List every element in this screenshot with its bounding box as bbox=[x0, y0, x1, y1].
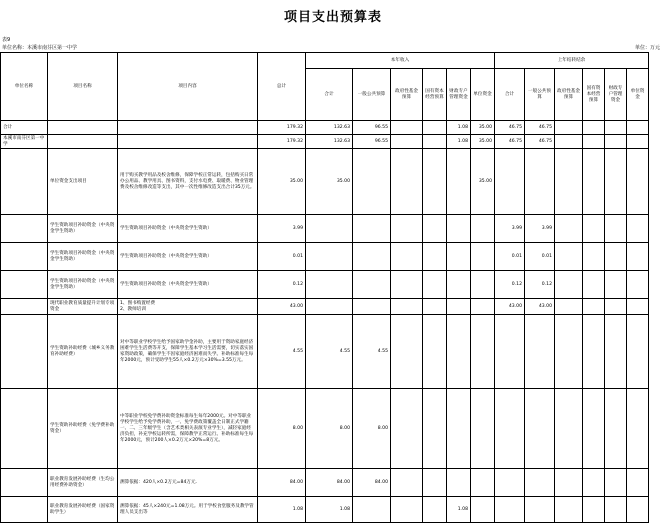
carry-general-cell: 43.00 bbox=[525, 299, 555, 315]
carry-unit-funds-cell bbox=[627, 149, 649, 215]
current-soe-cell bbox=[423, 315, 447, 389]
project-content-cell: 学生资助项目补助资金（中央资金学生资助） bbox=[118, 243, 258, 271]
total-cell: 84.00 bbox=[258, 469, 306, 497]
current-fund-cell bbox=[391, 149, 423, 215]
current-total-cell: 35.00 bbox=[306, 149, 353, 215]
carry-soe-cell bbox=[583, 121, 605, 135]
current-total-cell bbox=[306, 299, 353, 315]
table-row bbox=[1, 215, 649, 243]
header-project-content: 项目内容 bbox=[118, 53, 258, 121]
header-sub-7: 一般公共预算 bbox=[525, 69, 555, 121]
unit-name-cell bbox=[1, 215, 48, 243]
carry-unit-funds-cell bbox=[627, 243, 649, 271]
header-sub-3: 国有资本经营预算 bbox=[423, 69, 447, 121]
current-soe-cell bbox=[423, 299, 447, 315]
current-unit-funds-cell bbox=[471, 389, 495, 469]
carry-total-cell: 0.12 bbox=[495, 271, 525, 299]
carry-total-cell bbox=[495, 149, 525, 215]
header-project-name: 项目名称 bbox=[48, 53, 118, 121]
project-content-cell bbox=[118, 135, 258, 149]
project-content-cell: 学生资助项目补助资金（中央资金学生资助） bbox=[118, 215, 258, 243]
current-fiscal-cell bbox=[447, 469, 471, 497]
header-current-income: 本年收入 bbox=[306, 53, 495, 69]
project-name-cell: 学生资助项目补助资金（中央资金学生资助） bbox=[48, 271, 118, 299]
table-row bbox=[1, 299, 649, 315]
carry-fiscal-cell bbox=[605, 215, 627, 243]
carry-unit-funds-cell bbox=[627, 299, 649, 315]
current-unit-funds-cell: 35.00 bbox=[471, 149, 495, 215]
header-sub-8: 政府性基金预算 bbox=[555, 69, 583, 121]
project-content-cell: 1、图书购置经费 2、教师培训 bbox=[118, 299, 258, 315]
current-fund-cell bbox=[391, 135, 423, 149]
current-fiscal-cell: 1.08 bbox=[447, 121, 471, 135]
current-fund-cell bbox=[391, 497, 423, 523]
table-row bbox=[1, 243, 649, 271]
carry-fund-cell bbox=[555, 389, 583, 469]
carry-soe-cell bbox=[583, 215, 605, 243]
project-content-cell: 中等职业学校免学费补助资金标准每生每年2000元。对中等职业学校学生给予免学费补助，一、免学费政策覆盖全日制正式学籍一、二、三年级学生（含艺术类相关表演专业学生），减轻家庭经济负担，补充学校运转所需，保障教学正常运行。补助标准每生每年2000元，预计200人×0.2万元×20%=8万元。 bbox=[118, 389, 258, 469]
header-sub-10: 财政专户管理资金 bbox=[605, 69, 627, 121]
project-content-cell bbox=[118, 121, 258, 135]
carry-soe-cell bbox=[583, 497, 605, 523]
project-content-cell: 测算依据：45人×240元=1.08万元。用于学校食堂服务及教学管理人员支出等 bbox=[118, 497, 258, 523]
total-cell: 43.00 bbox=[258, 299, 306, 315]
unit-name-cell bbox=[1, 497, 48, 523]
carry-fund-cell bbox=[555, 469, 583, 497]
carry-unit-funds-cell bbox=[627, 315, 649, 389]
current-fiscal-cell: 1.08 bbox=[447, 497, 471, 523]
unit-name-label: 单位名称：本溪市南芬区第一中学 bbox=[2, 45, 78, 51]
unit-name-cell bbox=[1, 271, 48, 299]
carry-fiscal-cell bbox=[605, 121, 627, 135]
table-row bbox=[1, 315, 649, 389]
current-general-cell bbox=[353, 299, 391, 315]
carry-total-cell: 43.00 bbox=[495, 299, 525, 315]
carry-fiscal-cell bbox=[605, 315, 627, 389]
unit-name-cell bbox=[1, 149, 48, 215]
carry-total-cell bbox=[495, 497, 525, 523]
current-soe-cell bbox=[423, 271, 447, 299]
current-general-cell bbox=[353, 215, 391, 243]
header-sub-4: 财政专户管理资金 bbox=[447, 69, 471, 121]
carry-soe-cell bbox=[583, 149, 605, 215]
current-unit-funds-cell bbox=[471, 469, 495, 497]
carry-soe-cell bbox=[583, 243, 605, 271]
current-fiscal-cell bbox=[447, 149, 471, 215]
project-name-cell: 职业教育发展补助经费（生均公用经费补助资金） bbox=[48, 469, 118, 497]
current-soe-cell bbox=[423, 243, 447, 271]
header-sub-9: 国有资本经营预算 bbox=[583, 69, 605, 121]
current-general-cell bbox=[353, 243, 391, 271]
carry-general-cell: 3.99 bbox=[525, 215, 555, 243]
current-fiscal-cell bbox=[447, 389, 471, 469]
current-general-cell: 8.00 bbox=[353, 389, 391, 469]
current-unit-funds-cell: 35.00 bbox=[471, 135, 495, 149]
carry-fiscal-cell bbox=[605, 135, 627, 149]
carry-general-cell bbox=[525, 149, 555, 215]
carry-total-cell bbox=[495, 469, 525, 497]
table-row bbox=[1, 121, 649, 135]
unit-name-cell bbox=[1, 469, 48, 497]
table-row bbox=[1, 497, 649, 523]
carry-general-cell: 46.75 bbox=[525, 135, 555, 149]
carry-fund-cell bbox=[555, 135, 583, 149]
current-unit-funds-cell bbox=[471, 497, 495, 523]
total-cell: 8.00 bbox=[258, 389, 306, 469]
table-row bbox=[1, 271, 649, 299]
current-fiscal-cell bbox=[447, 271, 471, 299]
carry-soe-cell bbox=[583, 315, 605, 389]
current-fiscal-cell bbox=[447, 243, 471, 271]
carry-soe-cell bbox=[583, 299, 605, 315]
total-cell: 0.12 bbox=[258, 271, 306, 299]
carry-fiscal-cell bbox=[605, 299, 627, 315]
unit-name-cell: 合计 bbox=[1, 121, 48, 135]
current-fund-cell bbox=[391, 243, 423, 271]
carry-total-cell bbox=[495, 315, 525, 389]
carry-total-cell: 46.75 bbox=[495, 121, 525, 135]
carry-fiscal-cell bbox=[605, 497, 627, 523]
table-id: 表9 bbox=[2, 37, 11, 43]
table-body bbox=[1, 121, 649, 523]
carry-fund-cell bbox=[555, 243, 583, 271]
carry-total-cell bbox=[495, 389, 525, 469]
project-name-cell: 职业教育发展补助经费（国家资助学生） bbox=[48, 497, 118, 523]
carry-fiscal-cell bbox=[605, 271, 627, 299]
carry-soe-cell bbox=[583, 389, 605, 469]
current-fiscal-cell bbox=[447, 299, 471, 315]
current-soe-cell bbox=[423, 149, 447, 215]
current-total-cell: 4.55 bbox=[306, 315, 353, 389]
header-sub-2: 政府性基金预算 bbox=[391, 69, 423, 121]
header-sub-1: 一般公共预算 bbox=[353, 69, 391, 121]
carry-soe-cell bbox=[583, 469, 605, 497]
current-unit-funds-cell bbox=[471, 243, 495, 271]
unit-name-cell: 本溪市南芬区第一中学 bbox=[1, 135, 48, 149]
header-unit-name: 单位名称 bbox=[1, 53, 48, 121]
current-soe-cell bbox=[423, 215, 447, 243]
project-name-cell: 现代职业教育质量提升计划专项资金 bbox=[48, 299, 118, 315]
current-fund-cell bbox=[391, 389, 423, 469]
header-total: 总计 bbox=[258, 53, 306, 121]
current-total-cell bbox=[306, 271, 353, 299]
table-row bbox=[1, 149, 649, 215]
carry-total-cell: 46.75 bbox=[495, 135, 525, 149]
header-sub-6: 合计 bbox=[495, 69, 525, 121]
current-total-cell: 132.63 bbox=[306, 135, 353, 149]
carry-soe-cell bbox=[583, 271, 605, 299]
total-cell: 35.00 bbox=[258, 149, 306, 215]
carry-unit-funds-cell bbox=[627, 215, 649, 243]
table-row bbox=[1, 389, 649, 469]
total-cell: 3.99 bbox=[258, 215, 306, 243]
table-row bbox=[1, 135, 649, 149]
carry-fund-cell bbox=[555, 299, 583, 315]
total-cell: 4.55 bbox=[258, 315, 306, 389]
carry-general-cell: 0.12 bbox=[525, 271, 555, 299]
current-general-cell: 4.55 bbox=[353, 315, 391, 389]
current-fund-cell bbox=[391, 271, 423, 299]
total-cell: 0.01 bbox=[258, 243, 306, 271]
page-title: 项目支出预算表 bbox=[283, 10, 382, 25]
project-name-cell bbox=[48, 121, 118, 135]
current-total-cell bbox=[306, 243, 353, 271]
current-soe-cell bbox=[423, 121, 447, 135]
current-soe-cell bbox=[423, 469, 447, 497]
carry-general-cell bbox=[525, 469, 555, 497]
current-unit-funds-cell bbox=[471, 215, 495, 243]
current-general-cell: 96.55 bbox=[353, 135, 391, 149]
table-row bbox=[1, 469, 649, 497]
unit-name-cell bbox=[1, 299, 48, 315]
project-content-cell: 测算依据：420人×0.2万元=84万元. bbox=[118, 469, 258, 497]
project-content-cell: 对中等职业学校学生给予国家助学金补助，主要用于资助家庭经济困难学生生活费等开支，保障学生基本学习生活需要，切实落实国家资助政策，确保学生不因家庭经济困难而失学。补助标准每生每年2000元，预计受助学生55人×0.2万元×30%=3.55万元。 bbox=[118, 315, 258, 389]
header-sub-11: 单位资金 bbox=[627, 69, 649, 121]
current-general-cell bbox=[353, 149, 391, 215]
carry-general-cell bbox=[525, 315, 555, 389]
carry-fiscal-cell bbox=[605, 389, 627, 469]
carry-fiscal-cell bbox=[605, 469, 627, 497]
current-fund-cell bbox=[391, 469, 423, 497]
carry-fiscal-cell bbox=[605, 149, 627, 215]
carry-unit-funds-cell bbox=[627, 469, 649, 497]
header-carryover: 上年结转结余 bbox=[495, 53, 649, 69]
carry-soe-cell bbox=[583, 135, 605, 149]
unit-money-label: 单位：万元 bbox=[634, 45, 660, 51]
carry-unit-funds-cell bbox=[627, 271, 649, 299]
carry-total-cell: 0.01 bbox=[495, 243, 525, 271]
current-unit-funds-cell bbox=[471, 299, 495, 315]
carry-fiscal-cell bbox=[605, 243, 627, 271]
header-sub-0: 合计 bbox=[306, 69, 353, 121]
current-fund-cell bbox=[391, 299, 423, 315]
current-unit-funds-cell bbox=[471, 315, 495, 389]
carry-unit-funds-cell bbox=[627, 389, 649, 469]
carry-unit-funds-cell bbox=[627, 135, 649, 149]
current-fiscal-cell: 1.08 bbox=[447, 135, 471, 149]
header-sub-5: 单位资金 bbox=[471, 69, 495, 121]
total-cell: 179.32 bbox=[258, 135, 306, 149]
carry-unit-funds-cell bbox=[627, 121, 649, 135]
current-general-cell bbox=[353, 271, 391, 299]
current-total-cell: 84.00 bbox=[306, 469, 353, 497]
carry-general-cell bbox=[525, 389, 555, 469]
budget-table bbox=[0, 52, 649, 523]
carry-general-cell: 0.01 bbox=[525, 243, 555, 271]
project-name-cell: 学生资助补助经费（免学费补助资金） bbox=[48, 389, 118, 469]
carry-total-cell: 3.99 bbox=[495, 215, 525, 243]
carry-fund-cell bbox=[555, 121, 583, 135]
unit-name-cell bbox=[1, 243, 48, 271]
unit-name-cell bbox=[1, 389, 48, 469]
current-general-cell: 96.55 bbox=[353, 121, 391, 135]
current-total-cell bbox=[306, 215, 353, 243]
current-general-cell: 84.00 bbox=[353, 469, 391, 497]
unit-name-cell bbox=[1, 315, 48, 389]
current-fund-cell bbox=[391, 215, 423, 243]
current-soe-cell bbox=[423, 389, 447, 469]
carry-fund-cell bbox=[555, 149, 583, 215]
project-name-cell: 学生资助项目补助资金（中央资金学生资助） bbox=[48, 215, 118, 243]
current-total-cell: 1.08 bbox=[306, 497, 353, 523]
current-fiscal-cell bbox=[447, 215, 471, 243]
total-cell: 1.08 bbox=[258, 497, 306, 523]
project-name-cell: 学生资助补助经费（城乡义务教育补助经费） bbox=[48, 315, 118, 389]
carry-unit-funds-cell bbox=[627, 497, 649, 523]
carry-general-cell: 46.75 bbox=[525, 121, 555, 135]
project-content-cell: 学生资助项目补助资金（中央资金学生资助） bbox=[118, 271, 258, 299]
project-name-cell bbox=[48, 135, 118, 149]
carry-general-cell bbox=[525, 497, 555, 523]
carry-fund-cell bbox=[555, 497, 583, 523]
current-unit-funds-cell: 35.00 bbox=[471, 121, 495, 135]
current-total-cell: 8.00 bbox=[306, 389, 353, 469]
project-content-cell: 用于购买教学用品及校舍维修，保障学校正常运转，包括购买日常办公用品、教学用具、图书资料，支付水电费、取暖费、物业管理费及校舍维修改造等支出，其中一次性维修改造支出合计35万元。 bbox=[118, 149, 258, 215]
total-cell: 179.32 bbox=[258, 121, 306, 135]
current-general-cell bbox=[353, 497, 391, 523]
project-name-cell: 单位资金支出项目 bbox=[48, 149, 118, 215]
current-soe-cell bbox=[423, 135, 447, 149]
current-fund-cell bbox=[391, 315, 423, 389]
carry-fund-cell bbox=[555, 215, 583, 243]
carry-fund-cell bbox=[555, 315, 583, 389]
current-unit-funds-cell bbox=[471, 271, 495, 299]
carry-fund-cell bbox=[555, 271, 583, 299]
current-fiscal-cell bbox=[447, 315, 471, 389]
current-soe-cell bbox=[423, 497, 447, 523]
current-total-cell: 132.63 bbox=[306, 121, 353, 135]
project-name-cell: 学生资助项目补助资金（中央资金学生资助） bbox=[48, 243, 118, 271]
current-fund-cell bbox=[391, 121, 423, 135]
